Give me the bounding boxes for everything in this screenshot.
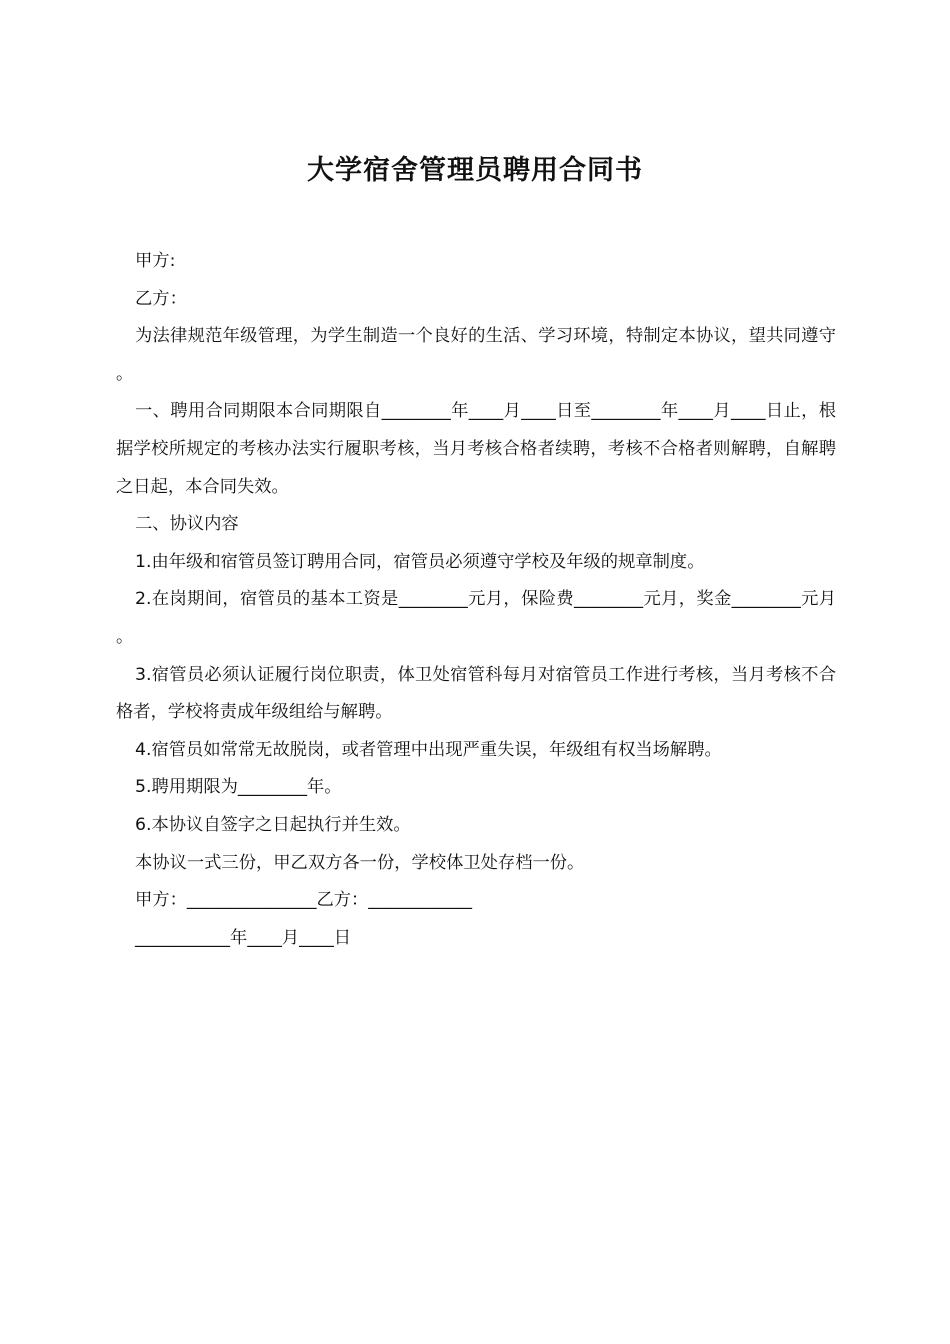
document-title: 大学宿舍管理员聘用合同书	[307, 155, 643, 187]
clause-1: 1.由年级和宿管员签订聘用合同，宿管员必须遵守学校及年级的规章制度。	[135, 551, 705, 572]
party-b-label: 乙方：	[135, 288, 187, 309]
document-body	[116, 243, 836, 957]
agreement-content-heading: 二、协议内容	[135, 514, 239, 535]
copies-statement: 本协议一式三份，甲乙双方各一份，学校体卫处存档一份。	[135, 852, 585, 873]
clause-2: 2.在岗期间，宿管员的基本工资是________元月，保险费________元月，奖金________元月。	[116, 589, 836, 647]
party-a-label: 甲方:	[135, 251, 176, 271]
clause-5: 5.聘用期限为________年。	[135, 777, 342, 798]
clause-3: 3.宿管员必须认证履行岗位职责，体卫处宿管科每月对宿管员工作进行考核，当月考核不合格者，学校将责成年级组给与解聘。	[116, 664, 836, 723]
signature-line: 甲方：_______________乙方：____________	[135, 890, 472, 911]
clause-4: 4.宿管员如常常无故脱岗，或者管理中出现严重失误，年级组有权当场解聘。	[135, 739, 722, 760]
contract-term-paragraph: 一、聘用合同期限本合同期限自________年____月____日至________年____月____日止，根据学校所规定的考核办法实行履职考核，当月考核合格者续聘，考核不合格者则解聘，自解聘之日起，本合同失效。	[116, 401, 836, 497]
preamble-paragraph: 为法律规范年级管理，为学生制造一个良好的生活、学习环境，特制定本协议，望共同遵守。	[116, 326, 836, 384]
clause-6: 6.本协议自签字之日起执行并生效。	[135, 814, 411, 835]
date-line: ___________年____月____日	[135, 927, 352, 948]
